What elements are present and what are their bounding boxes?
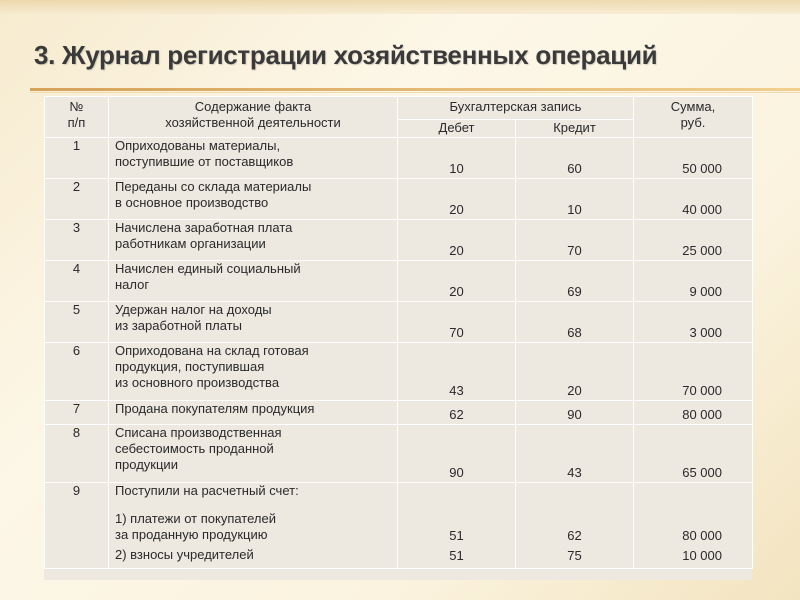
row-credit: 10 — [516, 179, 634, 220]
description-line: Оприходованы материалы, — [115, 138, 281, 153]
credit-value: 75 — [567, 548, 582, 563]
header-credit: Кредит — [516, 120, 634, 138]
row-sum: 65 000 — [634, 425, 753, 483]
header-num-line2: п/п — [67, 115, 86, 130]
row-credit: 20 — [516, 343, 634, 401]
description-line: поступившие от поставщиков — [115, 154, 294, 169]
description-line: из основного производства — [115, 375, 280, 390]
row-description — [109, 302, 398, 343]
row-debit: 20 — [398, 220, 516, 261]
row-credit — [516, 483, 634, 569]
journal-table — [44, 96, 753, 569]
row-description — [109, 425, 398, 483]
row-sum: 70 000 — [634, 343, 753, 401]
description-line: Начислена заработная плата — [115, 220, 293, 235]
table-row — [45, 302, 753, 343]
sum-value: 10 000 — [682, 548, 722, 563]
header-sum — [634, 97, 753, 138]
row-credit: 60 — [516, 138, 634, 179]
row-number: 8 — [45, 425, 109, 483]
description-line: Оприходована на склад готовая — [115, 343, 309, 358]
table-row — [45, 138, 753, 179]
description-line: Удержан налог на доходы — [115, 302, 272, 317]
description-line: за проданную продукцию — [115, 527, 268, 542]
row-debit: 10 — [398, 138, 516, 179]
description-line: 2) взносы учредителей — [115, 547, 254, 562]
header-desc-line2: хозяйственной деятельности — [165, 115, 341, 130]
row-sum: 9 000 — [634, 261, 753, 302]
header-entry: Бухгалтерская запись — [398, 97, 634, 120]
debit-value: 51 — [449, 548, 464, 563]
row-credit: 69 — [516, 261, 634, 302]
header-description — [109, 97, 398, 138]
row-sum: 50 000 — [634, 138, 753, 179]
table-row — [45, 179, 753, 220]
row-description — [109, 261, 398, 302]
row-number: 2 — [45, 179, 109, 220]
page-title: 3. Журнал регистрации хозяйственных операций — [34, 40, 658, 70]
header-num — [45, 97, 109, 138]
description-line: работникам организации — [115, 236, 266, 251]
title-underline — [30, 88, 800, 91]
row-number: 3 — [45, 220, 109, 261]
table-row — [45, 343, 753, 401]
row-credit: 68 — [516, 302, 634, 343]
row-number: 5 — [45, 302, 109, 343]
row-debit: 20 — [398, 261, 516, 302]
sum-value: 80 000 — [682, 528, 722, 543]
table-row — [45, 425, 753, 483]
row-description — [109, 483, 398, 569]
header-sum-line2: руб. — [680, 115, 706, 130]
description-line: Поступили на расчетный счет: — [115, 483, 299, 498]
header-debit: Дебет — [398, 120, 516, 138]
row-number: 7 — [45, 401, 109, 425]
header-sum-line1: Сумма, — [670, 99, 716, 114]
row-debit: 20 — [398, 179, 516, 220]
description-line: Переданы со склада материалы — [115, 179, 312, 194]
row-sum: 80 000 — [634, 401, 753, 425]
header-num-line1: № — [69, 99, 84, 114]
table-row — [45, 261, 753, 302]
row-description — [109, 220, 398, 261]
debit-value: 51 — [449, 528, 464, 543]
header-desc-line1: Содержание факта — [194, 99, 312, 114]
description-line: 1) платежи от покупателей — [115, 511, 276, 526]
row-description — [109, 343, 398, 401]
row-number: 9 — [45, 483, 109, 569]
row-description — [109, 138, 398, 179]
row-description — [109, 401, 398, 425]
row-sum: 40 000 — [634, 179, 753, 220]
title-underline-thin — [30, 92, 800, 93]
table-row — [45, 220, 753, 261]
table-row — [45, 483, 753, 569]
row-debit: 90 — [398, 425, 516, 483]
description-line: Начислен единый социальный — [115, 261, 301, 276]
row-sum — [634, 483, 753, 569]
description-line: из заработной платы — [115, 318, 242, 333]
journal-table-container — [44, 96, 752, 580]
description-line: в основное производство — [115, 195, 269, 210]
row-credit: 70 — [516, 220, 634, 261]
description-gap — [115, 499, 393, 511]
top-border — [0, 0, 800, 14]
row-number: 6 — [45, 343, 109, 401]
row-credit: 43 — [516, 425, 634, 483]
row-credit: 90 — [516, 401, 634, 425]
row-description — [109, 179, 398, 220]
row-number: 1 — [45, 138, 109, 179]
row-debit: 62 — [398, 401, 516, 425]
row-sum: 3 000 — [634, 302, 753, 343]
description-line: Списана производственная — [115, 425, 282, 440]
table-row — [45, 401, 753, 425]
description-line: продукции — [115, 457, 178, 472]
description-line: Продана покупателям продукция — [115, 401, 315, 416]
row-debit: 70 — [398, 302, 516, 343]
row-debit — [398, 483, 516, 569]
description-line: налог — [115, 277, 150, 292]
row-number: 4 — [45, 261, 109, 302]
row-debit: 43 — [398, 343, 516, 401]
credit-value: 62 — [567, 528, 582, 543]
row-sum: 25 000 — [634, 220, 753, 261]
journal-table-body — [45, 138, 753, 569]
description-line: себестоимость проданной — [115, 441, 274, 456]
description-line: продукция, поступившая — [115, 359, 265, 374]
